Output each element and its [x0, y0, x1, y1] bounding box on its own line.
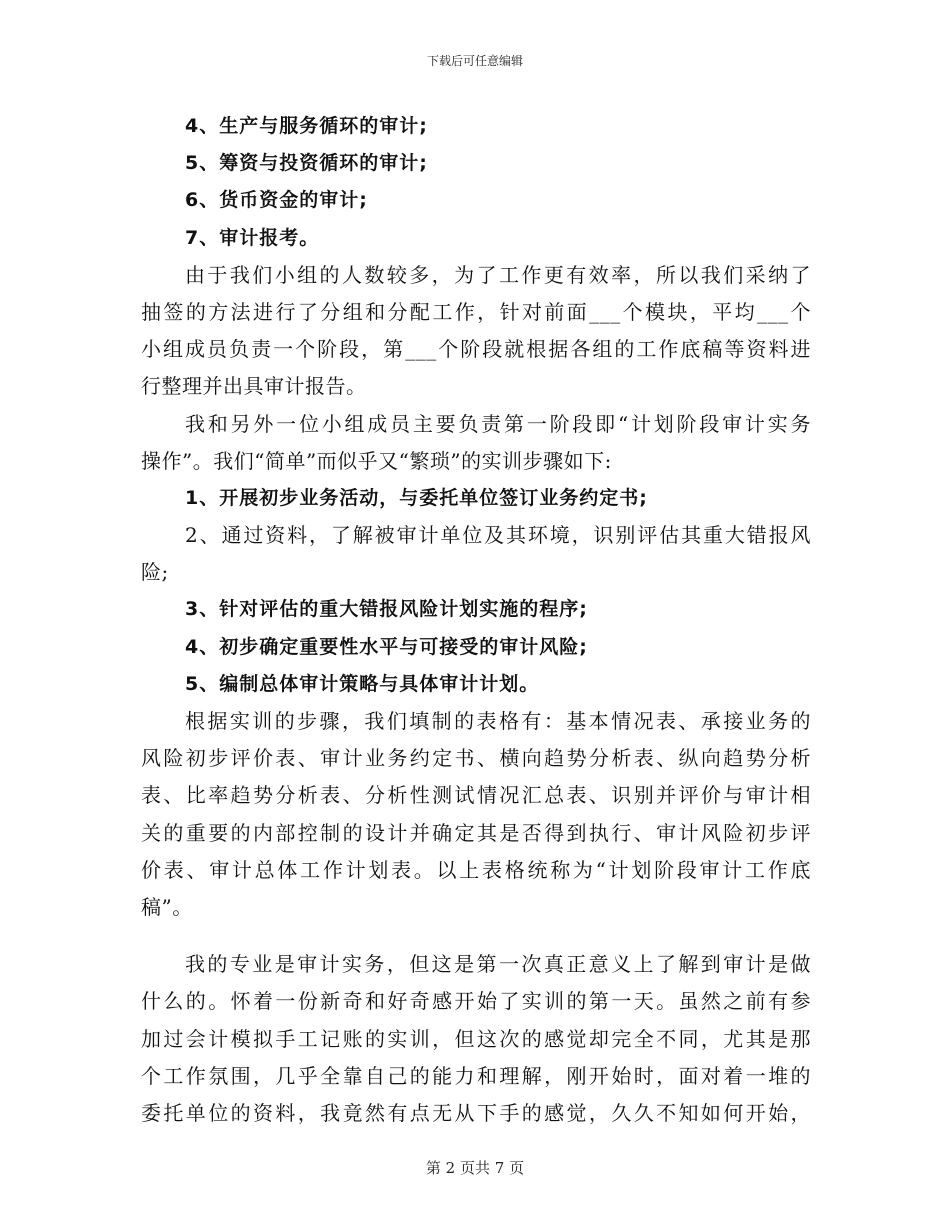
paragraph-line: 加过会计模拟手工记账的实训，但这次的感觉却完全不同，尤其是那	[141, 1026, 811, 1051]
document-body	[141, 108, 811, 1132]
paragraph-line: 行整理并出具审计报告。	[141, 374, 367, 399]
paragraph-gap	[141, 926, 811, 946]
paragraph-line: 关的重要的内部控制的设计并确定其是否得到执行、审计风险初步评	[141, 820, 811, 845]
list-item: 险;	[141, 560, 169, 585]
paragraph-line: 抽签的方法进行了分组和分配工作，针对前面___个模块，平均___个	[141, 299, 811, 324]
list-item: 4、初步确定重要性水平与可接受的审计风险;	[185, 635, 588, 658]
paragraph-line: 委托单位的资料，我竟然有点无从下手的感觉，久久不知如何开始，	[141, 1100, 811, 1125]
paragraph-line: 风险初步评价表、审计业务约定书、横向趋势分析表、纵向趋势分析	[141, 746, 811, 771]
paragraph-line: 价表、审计总体工作计划表。以上表格统称为“计划阶段审计工作底	[141, 857, 811, 882]
paragraph-line: 表、比率趋势分析表、分析性测试情况汇总表、识别并评价与审计相	[141, 783, 811, 808]
list-item: 7、审计报考。	[185, 226, 320, 249]
list-item: 3、针对评估的重大错报风险计划实施的程序;	[185, 598, 588, 621]
page-header: 下载后可任意编辑	[426, 54, 523, 68]
paragraph-line: 稿”。	[141, 894, 193, 919]
list-item: 2、通过资料，了解被审计单位及其环境，识别评估其重大错报风	[185, 523, 811, 548]
paragraph-line: 什么的。怀着一份新奇和好奇感开始了实训的第一天。虽然之前有参	[141, 989, 811, 1014]
paragraph-line: 操作”。我们“简单”而似乎又“繁琐”的实训步骤如下:	[141, 448, 612, 473]
list-item: 6、货币资金的审计;	[185, 189, 368, 212]
list-item: 5、编制总体审计策略与具体审计计划。	[185, 672, 540, 695]
paragraph-line: 我的专业是审计实务，但这是第一次真正意义上了解到审计是做	[185, 952, 811, 977]
paragraph-line: 个工作氛围，几乎全靠自己的能力和理解，刚开始时，面对着一堆的	[141, 1063, 811, 1088]
paragraph-line: 小组成员负责一个阶段，第___个阶段就根据各组的工作底稿等资料进	[141, 337, 811, 362]
list-item: 5、筹资与投资循环的审计;	[185, 152, 428, 175]
list-item: 1、开展初步业务活动，与委托单位签订业务约定书;	[185, 486, 648, 509]
paragraph-line: 根据实训的步骤，我们填制的表格有：基本情况表、承接业务的	[185, 709, 811, 733]
list-item: 4、生产与服务循环的审计;	[185, 115, 428, 137]
paragraph-line: 我和另外一位小组成员主要负责第一阶段即“计划阶段审计实务	[185, 411, 811, 436]
page-footer: 第 2 页共 7 页	[425, 1159, 525, 1177]
paragraph-line: 由于我们小组的人数较多，为了工作更有效率，所以我们采纳了	[185, 262, 811, 287]
